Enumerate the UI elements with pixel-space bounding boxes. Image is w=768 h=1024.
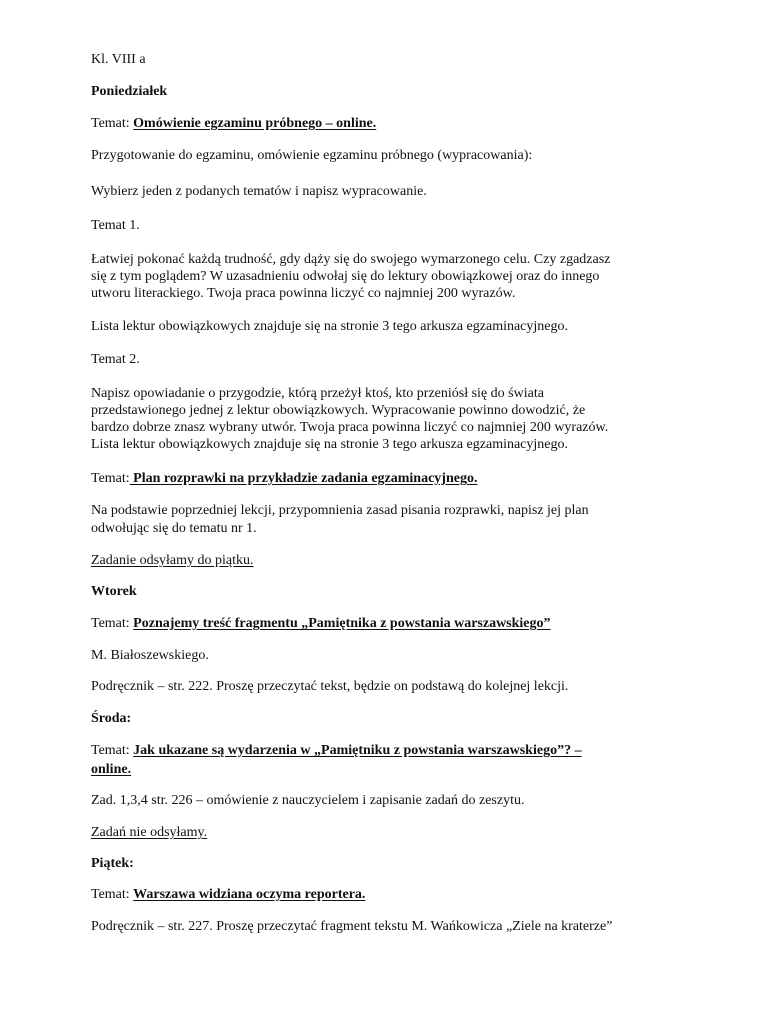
lesson-title-line bbox=[91, 615, 551, 632]
lesson-text-line: Na podstawie poprzedniej lekcji, przypomnienia zasad pisania rozprawki, napisz jej plan bbox=[91, 503, 589, 518]
lesson-text: Podręcznik – str. 227. Proszę przeczytać fragment tekstu M. Wańkowicza „Ziele na kraterze” bbox=[91, 919, 613, 934]
temat-label: Temat: bbox=[91, 887, 130, 902]
topic-text-line: utworu literackiego. Twoja praca powinna liczyć co najmniej 200 wyrazów. bbox=[91, 286, 516, 301]
topic-text-line: przedstawionego jednej z lektur obowiązkowych. Wypracowanie powinno dowodzić, że bbox=[91, 403, 586, 418]
lesson-instruction: Wybierz jeden z podanych tematów i napisz wypracowanie. bbox=[91, 184, 427, 199]
lesson-title: Warszawa widziana oczyma reportera. bbox=[133, 887, 366, 902]
temat-label: Temat: bbox=[91, 471, 130, 486]
lesson-title: Omówienie egzaminu próbnego – online. bbox=[133, 116, 377, 131]
topic-text-line: Łatwiej pokonać każdą trudność, gdy dąży się do swojego wymarzonego celu. Czy zgadzasz bbox=[91, 252, 611, 267]
topic-heading: Temat 2. bbox=[91, 352, 140, 367]
topic-text-line: Napisz opowiadanie o przygodzie, którą przeżył ktoś, kto przeniósł się do świata bbox=[91, 386, 544, 401]
day-heading-friday: Piątek: bbox=[91, 856, 134, 871]
topic-heading: Temat 1. bbox=[91, 218, 140, 233]
lesson-title-line bbox=[91, 470, 477, 487]
topic-text-line: bardzo dobrze znasz wybrany utwór. Twoja praca powinna liczyć co najmniej 200 wyrazów. bbox=[91, 420, 609, 435]
submission-note: Zadanie odsyłamy do piątku. bbox=[91, 553, 254, 568]
reading-list-note: Lista lektur obowiązkowych znajduje się na stronie 3 tego arkusza egzaminacyjnego. bbox=[91, 319, 568, 334]
lesson-title-line bbox=[91, 115, 376, 132]
lesson-author: M. Białoszewskiego. bbox=[91, 648, 209, 663]
lesson-title-continuation: online. bbox=[91, 762, 132, 777]
lesson-text: Podręcznik – str. 222. Proszę przeczytać tekst, będzie on podstawą do kolejnej lekcji. bbox=[91, 679, 569, 694]
day-heading-monday: Poniedziałek bbox=[91, 84, 168, 99]
lesson-title: Plan rozprawki na przykładzie zadania egzaminacyjnego. bbox=[129, 471, 478, 486]
lesson-title-line bbox=[91, 886, 365, 903]
lesson-intro: Przygotowanie do egzaminu, omówienie egzaminu próbnego (wypracowania): bbox=[91, 148, 533, 163]
day-heading-wednesday: Środa: bbox=[91, 711, 132, 726]
temat-label: Temat: bbox=[91, 616, 130, 631]
lesson-text: Zad. 1,3,4 str. 226 – omówienie z nauczycielem i zapisanie zadań do zeszytu. bbox=[91, 793, 525, 808]
topic-text-line: Lista lektur obowiązkowych znajduje się na stronie 3 tego arkusza egzaminacyjnego. bbox=[91, 437, 568, 452]
topic-text-line: się z tym poglądem? W uzasadnieniu odwołaj się do lektury obowiązkowej oraz do innego bbox=[91, 269, 600, 284]
day-heading-tuesday: Wtorek bbox=[91, 584, 137, 599]
lesson-title: Poznajemy treść fragmentu „Pamiętnika z powstania warszawskiego” bbox=[133, 616, 551, 631]
lesson-title: Jak ukazane są wydarzenia w „Pamiętniku z powstania warszawskiego”? – bbox=[133, 743, 582, 758]
temat-label: Temat: bbox=[91, 743, 130, 758]
class-header: Kl. VIII a bbox=[91, 52, 146, 67]
lesson-text-line: odwołując się do tematu nr 1. bbox=[91, 521, 257, 536]
submission-note: Zadań nie odsyłamy. bbox=[91, 825, 208, 840]
lesson-title-line bbox=[91, 742, 582, 759]
temat-label: Temat: bbox=[91, 116, 130, 131]
